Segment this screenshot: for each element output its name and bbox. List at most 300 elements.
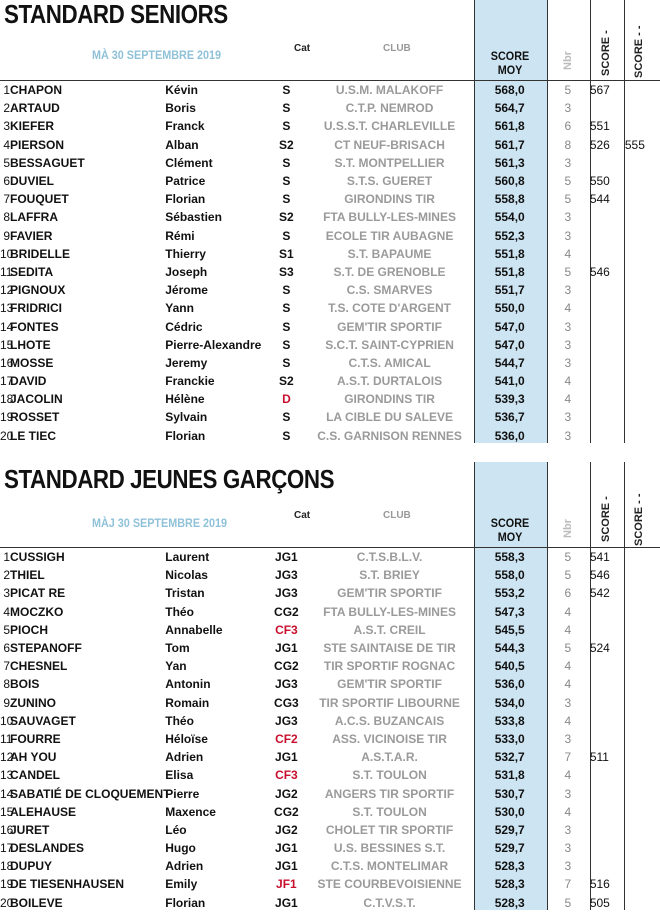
score2-cell [625, 427, 660, 445]
score1-cell [590, 730, 625, 748]
category-cell: S [282, 155, 291, 170]
club-cell: A.C.S. BUZANCAIS [334, 713, 445, 728]
club-cell: A.S.T.A.R. [361, 750, 418, 765]
club-cell: S.T.S. GUERET [346, 174, 433, 189]
score2-cell [625, 730, 660, 748]
category-cell: S2 [279, 210, 294, 225]
category-cell: JG1 [275, 859, 298, 874]
first-name-cell: Sylvain [165, 410, 208, 425]
last-name-cell: DE TIESENHAUSEN [10, 877, 125, 892]
club-cell: S.T. TOULON [352, 768, 427, 783]
first-name-cell: Léo [165, 822, 187, 837]
score1-cell [590, 694, 625, 712]
category-cell: S [282, 119, 291, 134]
score1-cell [590, 372, 625, 390]
score-moy-cell: 553,2 [494, 586, 525, 601]
first-name-cell: Antonin [165, 677, 211, 692]
club-cell: ASS. VICINOISE TIR [332, 731, 447, 746]
nbr-cell: 4 [564, 659, 572, 674]
nbr-cell: 4 [564, 392, 572, 407]
category-cell: S [282, 301, 291, 316]
nbr-cell: 3 [564, 859, 572, 874]
first-name-cell: Kévin [165, 83, 198, 98]
score2-cell [625, 603, 660, 621]
rank-cell: 3 [3, 586, 10, 601]
club-cell: CT NEUF-BRISACH [334, 137, 445, 152]
club-cell: U.S. BESSINES S.T. [333, 841, 446, 856]
score-moy-cell: 536,0 [494, 677, 525, 692]
last-name-cell: THIEL [10, 568, 45, 583]
first-name-cell: Boris [165, 101, 196, 116]
nbr-cell: 6 [564, 119, 572, 134]
club-cell: ANGERS TIR SPORTIF [324, 786, 455, 801]
nbr-cell: 5 [564, 550, 572, 565]
score-moy-cell: 533,0 [494, 731, 525, 746]
first-name-cell: Yann [165, 301, 194, 316]
rank-cell: 20 [0, 895, 14, 910]
rank-cell: 17 [0, 841, 14, 856]
first-name-cell: Franckie [165, 374, 215, 389]
rank-cell: 16 [0, 822, 14, 837]
score2-cell [625, 748, 660, 766]
first-name-cell: Patrice [165, 174, 206, 189]
nbr-cell: 3 [564, 101, 572, 116]
score1-cell: 526 [589, 137, 610, 152]
score-moy-cell: 552,3 [494, 228, 525, 243]
score1-cell [590, 317, 625, 335]
first-name-cell: Joseph [165, 264, 208, 279]
score2-header: SCORE - - [633, 493, 645, 546]
first-name-cell: Annabelle [165, 622, 223, 637]
last-name-cell: SEDITA [10, 264, 54, 279]
rank-cell: 9 [3, 228, 10, 243]
category-cell: CG3 [274, 695, 299, 710]
first-name-cell: Florian [165, 428, 206, 443]
score-moy-cell: 561,7 [494, 137, 525, 152]
nbr-header: Nbr [562, 51, 574, 70]
rank-cell: 6 [3, 174, 10, 189]
score-moy-cell: 561,3 [494, 155, 525, 170]
club-cell: GEM'TIR SPORTIF [337, 586, 442, 601]
nbr-cell: 4 [564, 713, 572, 728]
table-row [0, 390, 660, 408]
club-cell: S.T. BAPAUME [347, 246, 432, 261]
category-cell: JG3 [275, 713, 298, 728]
last-name-cell: BRIDELLE [10, 246, 70, 261]
table-row [0, 372, 660, 390]
rank-cell: 10 [0, 246, 14, 261]
score1-cell [590, 784, 625, 802]
club-cell: FTA BULLY-LES-MINES [323, 210, 456, 225]
nbr-cell: 4 [564, 246, 572, 261]
category-cell: S [282, 428, 291, 443]
category-cell: JG3 [275, 568, 298, 583]
category-cell: JF1 [276, 877, 297, 892]
first-name-cell: Elisa [165, 768, 194, 783]
score-moy-cell: 558,0 [494, 568, 525, 583]
club-cell: FTA BULLY-LES-MINES [323, 604, 456, 619]
score2-cell [625, 172, 660, 190]
club-cell: TIR SPORTIF LIBOURNE [319, 695, 460, 710]
score1-cell: 567 [589, 83, 610, 98]
rank-cell: 14 [0, 319, 14, 334]
score-moy-cell: 560,8 [494, 174, 525, 189]
nbr-cell: 3 [564, 228, 572, 243]
score1-cell [590, 408, 625, 426]
nbr-cell: 3 [564, 283, 572, 298]
score1-cell [590, 839, 625, 857]
nbr-cell: 4 [564, 374, 572, 389]
table-row [0, 172, 660, 190]
score1-cell [590, 621, 625, 639]
table-row [0, 803, 660, 821]
rank-cell: 2 [3, 568, 10, 583]
score2-cell [625, 263, 660, 281]
seniors-table [0, 81, 660, 445]
score1-cell: 505 [589, 895, 610, 910]
table-row [0, 639, 660, 657]
score-moy-cell: 536,0 [494, 428, 525, 443]
score-moy-header: SCORE MOY [490, 516, 530, 544]
category-cell: JG2 [275, 822, 298, 837]
first-name-cell: Laurent [165, 550, 210, 565]
club-cell: A.S.T. CREIL [353, 622, 426, 637]
first-name-cell: Tom [165, 641, 190, 656]
table-row [0, 336, 660, 354]
table-row [0, 894, 660, 912]
score-moy-cell: 528,3 [494, 859, 525, 874]
category-cell: CG2 [274, 604, 299, 619]
score-moy-cell: 547,3 [494, 604, 525, 619]
table-row [0, 317, 660, 335]
score2-cell [625, 584, 660, 602]
score2-cell [625, 81, 660, 99]
rank-cell: 20 [0, 428, 14, 443]
score2-cell [625, 803, 660, 821]
last-name-cell: FONTES [10, 319, 59, 334]
club-cell: GEM'TIR SPORTIF [337, 677, 442, 692]
score-moy-cell: 558,3 [494, 550, 525, 565]
category-cell: S [282, 174, 291, 189]
score2-cell [625, 154, 660, 172]
first-name-cell: Hélène [165, 392, 205, 407]
last-name-cell: CHESNEL [10, 659, 68, 674]
score1-cell [590, 675, 625, 693]
score1-cell [590, 208, 625, 226]
score1-cell [590, 299, 625, 317]
section-title: STANDARD SENIORS [4, 0, 228, 29]
score-moy-cell: 536,7 [494, 410, 525, 425]
last-name-cell: CUSSIGH [10, 550, 65, 565]
table-row [0, 117, 660, 135]
score1-cell: 551 [589, 119, 610, 134]
nbr-cell: 4 [564, 604, 572, 619]
score2-cell [625, 354, 660, 372]
score-moy-cell: 528,3 [494, 877, 525, 892]
club-cell: TIR SPORTIF ROGNAC [323, 659, 456, 674]
rank-cell: 13 [0, 768, 14, 783]
rank-cell: 4 [3, 137, 10, 152]
score2-cell [625, 336, 660, 354]
club-cell: STE SAINTAISE DE TIR [323, 641, 456, 656]
score2-cell [625, 894, 660, 912]
category-cell: S [282, 283, 291, 298]
score-moy-cell: 558,8 [494, 192, 525, 207]
category-cell: CF2 [275, 731, 298, 746]
score1-cell [590, 657, 625, 675]
score1-cell [590, 354, 625, 372]
category-cell: S [282, 228, 291, 243]
category-cell: S [282, 192, 291, 207]
club-cell: GIRONDINS TIR [344, 392, 435, 407]
last-name-cell: BESSAGUET [10, 155, 85, 170]
last-name-cell: PIOCH [10, 622, 49, 637]
nbr-cell: 4 [564, 301, 572, 316]
score2-cell [625, 821, 660, 839]
club-cell: T.S. COTE D'ARGENT [328, 301, 451, 316]
table-row [0, 675, 660, 693]
last-name-cell: PICAT RE [10, 586, 66, 601]
score-moy-cell: 544,7 [494, 355, 525, 370]
last-name-cell: MOSSE [10, 355, 54, 370]
first-name-cell: Franck [165, 119, 205, 134]
rank-cell: 19 [0, 877, 14, 892]
first-name-cell: Thierry [165, 246, 206, 261]
section-title: STANDARD JEUNES GARÇONS [4, 464, 335, 494]
table-row [0, 281, 660, 299]
category-cell: D [282, 392, 291, 407]
table-row [0, 136, 660, 154]
score-moy-cell: 564,7 [494, 101, 525, 116]
nbr-cell: 3 [564, 355, 572, 370]
score1-cell: 546 [589, 264, 610, 279]
first-name-cell: Héloïse [165, 731, 208, 746]
rank-cell: 9 [3, 695, 10, 710]
first-name-cell: Adrien [165, 750, 204, 765]
club-cell: A.S.T. DURTALOIS [336, 374, 443, 389]
last-name-cell: JACOLIN [10, 392, 63, 407]
rank-cell: 7 [3, 659, 10, 674]
score1-cell: 541 [589, 550, 610, 565]
club-cell: S.C.T. SAINT-CYPRIEN [325, 337, 454, 352]
last-name-cell: DUPUY [10, 859, 53, 874]
score1-cell [590, 766, 625, 784]
nbr-cell: 4 [564, 622, 572, 637]
score2-cell [625, 621, 660, 639]
category-cell: CF3 [275, 622, 298, 637]
last-name-cell: ALEHAUSE [10, 804, 77, 819]
score2-cell [625, 408, 660, 426]
first-name-cell: Pierre-Alexandre [165, 337, 262, 352]
nbr-cell: 8 [564, 137, 572, 152]
club-cell: S.T. DE GRENOBLE [333, 264, 446, 279]
nbr-cell: 6 [564, 586, 572, 601]
table-row [0, 748, 660, 766]
club-cell: CHOLET TIR SPORTIF [325, 822, 454, 837]
score-moy-cell: 539,3 [494, 392, 525, 407]
score2-cell [625, 317, 660, 335]
score-moy-cell: 551,8 [494, 264, 525, 279]
score2-cell [625, 372, 660, 390]
last-name-cell: ARTAUD [10, 101, 60, 116]
club-header: CLUB [383, 510, 411, 521]
score2-cell [625, 675, 660, 693]
table-row [0, 766, 660, 784]
score2-cell [625, 281, 660, 299]
club-cell: C.T.S.B.L.V. [356, 550, 423, 565]
score1-cell [590, 427, 625, 445]
first-name-cell: Sébastien [165, 210, 222, 225]
rank-cell: 1 [3, 83, 10, 98]
table-row [0, 548, 660, 566]
score2-cell [625, 245, 660, 263]
score1-cell: 550 [589, 174, 610, 189]
score-moy-cell: 531,8 [494, 768, 525, 783]
table-row [0, 427, 660, 445]
first-name-cell: Maxence [165, 804, 216, 819]
score2-cell [625, 875, 660, 893]
nbr-cell: 5 [564, 192, 572, 207]
rank-cell: 11 [0, 264, 13, 279]
score-moy-cell: 533,8 [494, 713, 525, 728]
category-cell: JG3 [275, 677, 298, 692]
club-cell: U.S.S.T. CHARLEVILLE [323, 119, 456, 134]
cat-header: Cat [294, 510, 311, 521]
last-name-cell: LHOTE [10, 337, 51, 352]
rank-cell: 15 [0, 804, 14, 819]
category-cell: S [282, 337, 291, 352]
last-name-cell: BOIS [10, 677, 40, 692]
score2-header: SCORE - - [633, 25, 645, 78]
first-name-cell: Adrien [165, 859, 204, 874]
last-name-cell: ZUNINO [10, 695, 56, 710]
rank-cell: 15 [0, 337, 14, 352]
category-cell: JG3 [275, 586, 298, 601]
table-row [0, 875, 660, 893]
last-name-cell: LE TIEC [10, 428, 57, 443]
first-name-cell: Cédric [165, 319, 203, 334]
category-cell: CF3 [275, 768, 298, 783]
first-name-cell: Romain [165, 695, 210, 710]
rank-cell: 5 [3, 622, 10, 637]
table-row [0, 694, 660, 712]
score1-cell [590, 227, 625, 245]
last-name-cell: JURET [10, 822, 50, 837]
score-moy-cell: 561,8 [494, 119, 525, 134]
score-moy-cell: 532,7 [494, 750, 525, 765]
last-name-cell: PIGNOUX [10, 283, 66, 298]
last-name-cell: DESLANDES [10, 841, 85, 856]
nbr-cell: 4 [564, 768, 572, 783]
nbr-cell: 3 [564, 786, 572, 801]
nbr-cell: 4 [564, 804, 572, 819]
score2-cell [625, 657, 660, 675]
last-name-cell: CHAPON [10, 83, 63, 98]
nbr-cell: 3 [564, 337, 572, 352]
first-name-cell: Nicolas [165, 568, 208, 583]
score1-header: SCORE - [600, 496, 612, 542]
table-row [0, 730, 660, 748]
category-cell: CG2 [274, 659, 299, 674]
rank-cell: 18 [0, 392, 14, 407]
score2-cell [625, 639, 660, 657]
category-cell: S [282, 101, 291, 116]
score2-cell [625, 712, 660, 730]
category-cell: S2 [279, 137, 294, 152]
club-cell: S.T. TOULON [352, 804, 427, 819]
rank-cell: 19 [0, 410, 14, 425]
category-cell: S2 [279, 374, 294, 389]
score2-cell [625, 190, 660, 208]
category-cell: JG1 [275, 641, 298, 656]
nbr-header: Nbr [562, 519, 574, 538]
score1-cell [590, 712, 625, 730]
nbr-cell: 7 [564, 750, 572, 765]
rank-cell: 18 [0, 859, 14, 874]
last-name-cell: FOUQUET [10, 192, 69, 207]
last-name-cell: FOURRE [10, 731, 61, 746]
rank-cell: 12 [0, 283, 14, 298]
first-name-cell: Florian [165, 192, 206, 207]
club-cell: U.S.M. MALAKOFF [335, 83, 444, 98]
score2-cell [625, 566, 660, 584]
score-moy-cell: 529,7 [494, 841, 525, 856]
nbr-cell: 5 [564, 568, 572, 583]
rank-cell: 8 [3, 677, 10, 692]
first-name-cell: Clément [165, 155, 213, 170]
jeunes-section [0, 462, 660, 910]
category-cell: S [282, 355, 291, 370]
score1-cell [590, 603, 625, 621]
table-row [0, 821, 660, 839]
nbr-cell: 3 [564, 841, 572, 856]
club-header: CLUB [383, 43, 411, 54]
last-name-cell: FAVIER [10, 228, 53, 243]
score-moy-cell: 530,7 [494, 786, 525, 801]
club-cell: C.T.S. AMICAL [348, 355, 431, 370]
last-name-cell: ROSSET [10, 410, 60, 425]
table-row [0, 99, 660, 117]
last-name-cell: PIERSON [10, 137, 65, 152]
club-cell: C.T.P. NEMROD [345, 101, 434, 116]
category-cell: CG2 [274, 804, 299, 819]
first-name-cell: Hugo [165, 841, 196, 856]
nbr-cell: 3 [564, 410, 572, 425]
first-name-cell: Théo [165, 713, 194, 728]
rank-cell: 17 [0, 374, 14, 389]
last-name-cell: KIEFER [10, 119, 55, 134]
update-date: MÀ 30 SEPTEMBRE 2019 [92, 48, 222, 62]
table-row [0, 839, 660, 857]
score-moy-cell: 529,7 [494, 822, 525, 837]
table-row [0, 712, 660, 730]
club-cell: C.S. GARNISON RENNES [317, 428, 462, 443]
nbr-cell: 4 [564, 677, 572, 692]
nbr-cell: 5 [564, 83, 572, 98]
table-row [0, 245, 660, 263]
score-moy-cell: 544,3 [494, 641, 525, 656]
last-name-cell: BOILEVE [10, 895, 63, 910]
score1-cell [590, 390, 625, 408]
score2-cell: 555 [624, 137, 645, 152]
score1-cell [590, 154, 625, 172]
table-row [0, 299, 660, 317]
rank-cell: 2 [3, 101, 10, 116]
category-cell: S [282, 410, 291, 425]
table-row [0, 857, 660, 875]
club-cell: C.T.S. MONTELIMAR [330, 859, 449, 874]
score2-cell [625, 227, 660, 245]
